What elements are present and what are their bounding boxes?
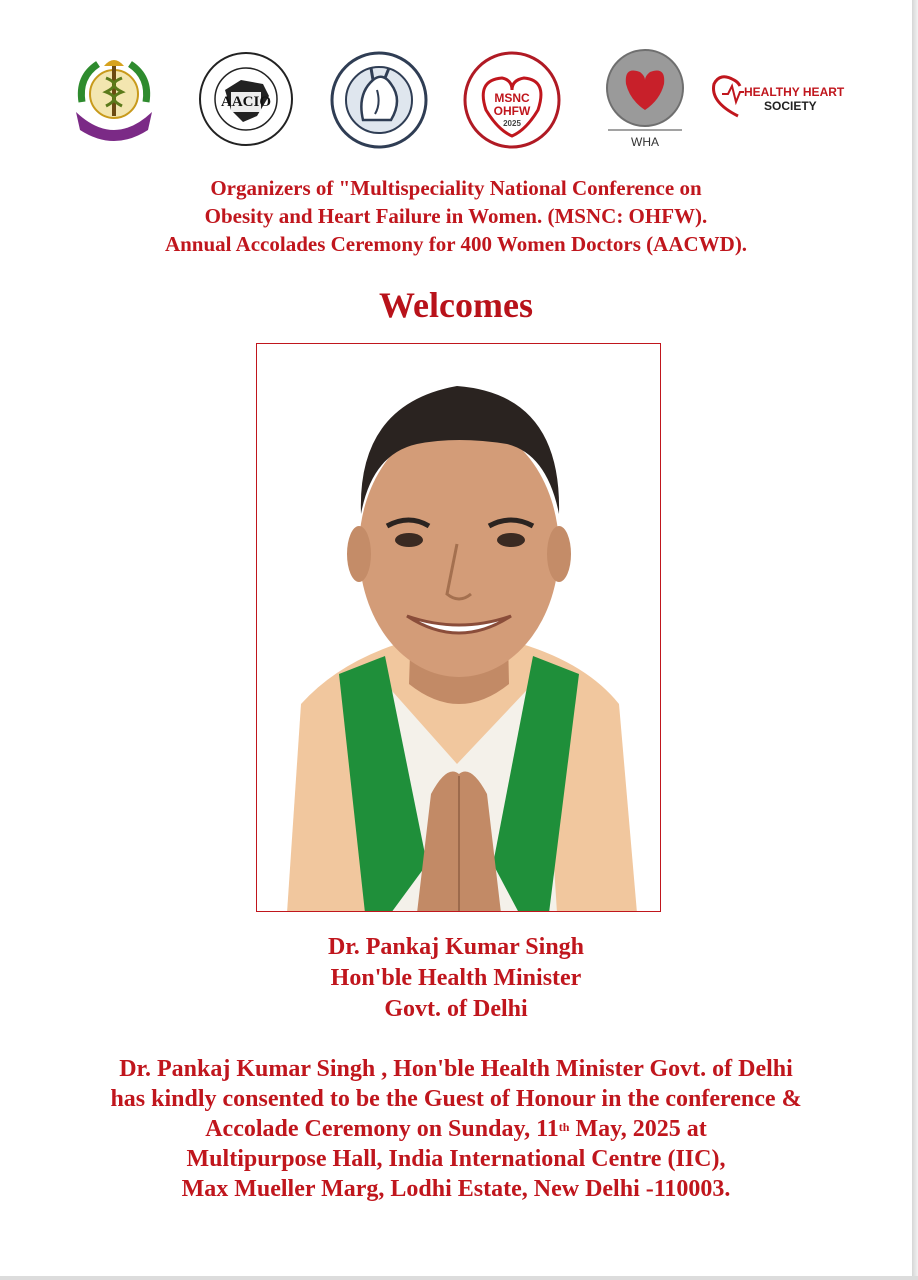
headline-line-3: Annual Accolades Ceremony for 400 Women Doctors (AACWD). [164,232,748,256]
msnc-ohfw-logo [462,50,562,150]
logo-year-text: 2025 [503,119,521,128]
society-text: SOCIETY [764,99,817,113]
wha-logo [604,48,686,152]
guest-name: Dr. Pankaj Kumar Singh [327,934,585,960]
aacio-logo [197,50,295,148]
welcomes-heading: Welcomes [379,285,533,325]
ohfw-text: OHFW [493,104,531,118]
msnc-text: MSNC [494,91,530,105]
headline-line-1: Organizers of "Multispeciality National Conference on [210,176,702,200]
date-suffix: May, 2025 at [569,1116,707,1142]
date-prefix: Accolade Ceremony on Sunday, 11 [205,1116,559,1142]
page-edge-shadow [912,0,918,1280]
guest-details [0,932,912,1025]
healthy-heart-text: HEALTHY HEART [744,85,845,99]
guest-portrait [256,343,661,912]
guest-org: Govt. of Delhi [384,996,528,1022]
logo-strip [0,44,912,154]
page-bottom-shadow [0,1276,918,1280]
aacio-text: AACIO [220,94,272,110]
announcement-text [0,1054,912,1204]
indian-medical-association-logo [72,52,156,144]
headline-line-2: Obesity and Heart Failure in Women. (MSNC: OHFW). [204,204,708,228]
announcement-line-1: Dr. Pankaj Kumar Singh , Hon'ble Health Minister Govt. of Delhi [119,1056,793,1082]
wha-text: WHA [631,135,659,149]
announcement-line-3 [0,1114,912,1144]
healthy-heart-society-logo [708,70,848,126]
cardiovascular-ultrasound-society-logo [329,50,429,150]
date-ordinal: th [558,1120,570,1134]
announcement-line-4: Multipurpose Hall, India International Centre (IIC), [186,1146,726,1172]
guest-title: Hon'ble Health Minister [330,965,582,991]
organizers-headline [0,174,912,258]
announcement-line-2: has kindly consented to be the Guest of Honour in the conference & [110,1086,802,1112]
announcement-line-5: Max Mueller Marg, Lodhi Estate, New Delhi -110003. [181,1176,731,1202]
